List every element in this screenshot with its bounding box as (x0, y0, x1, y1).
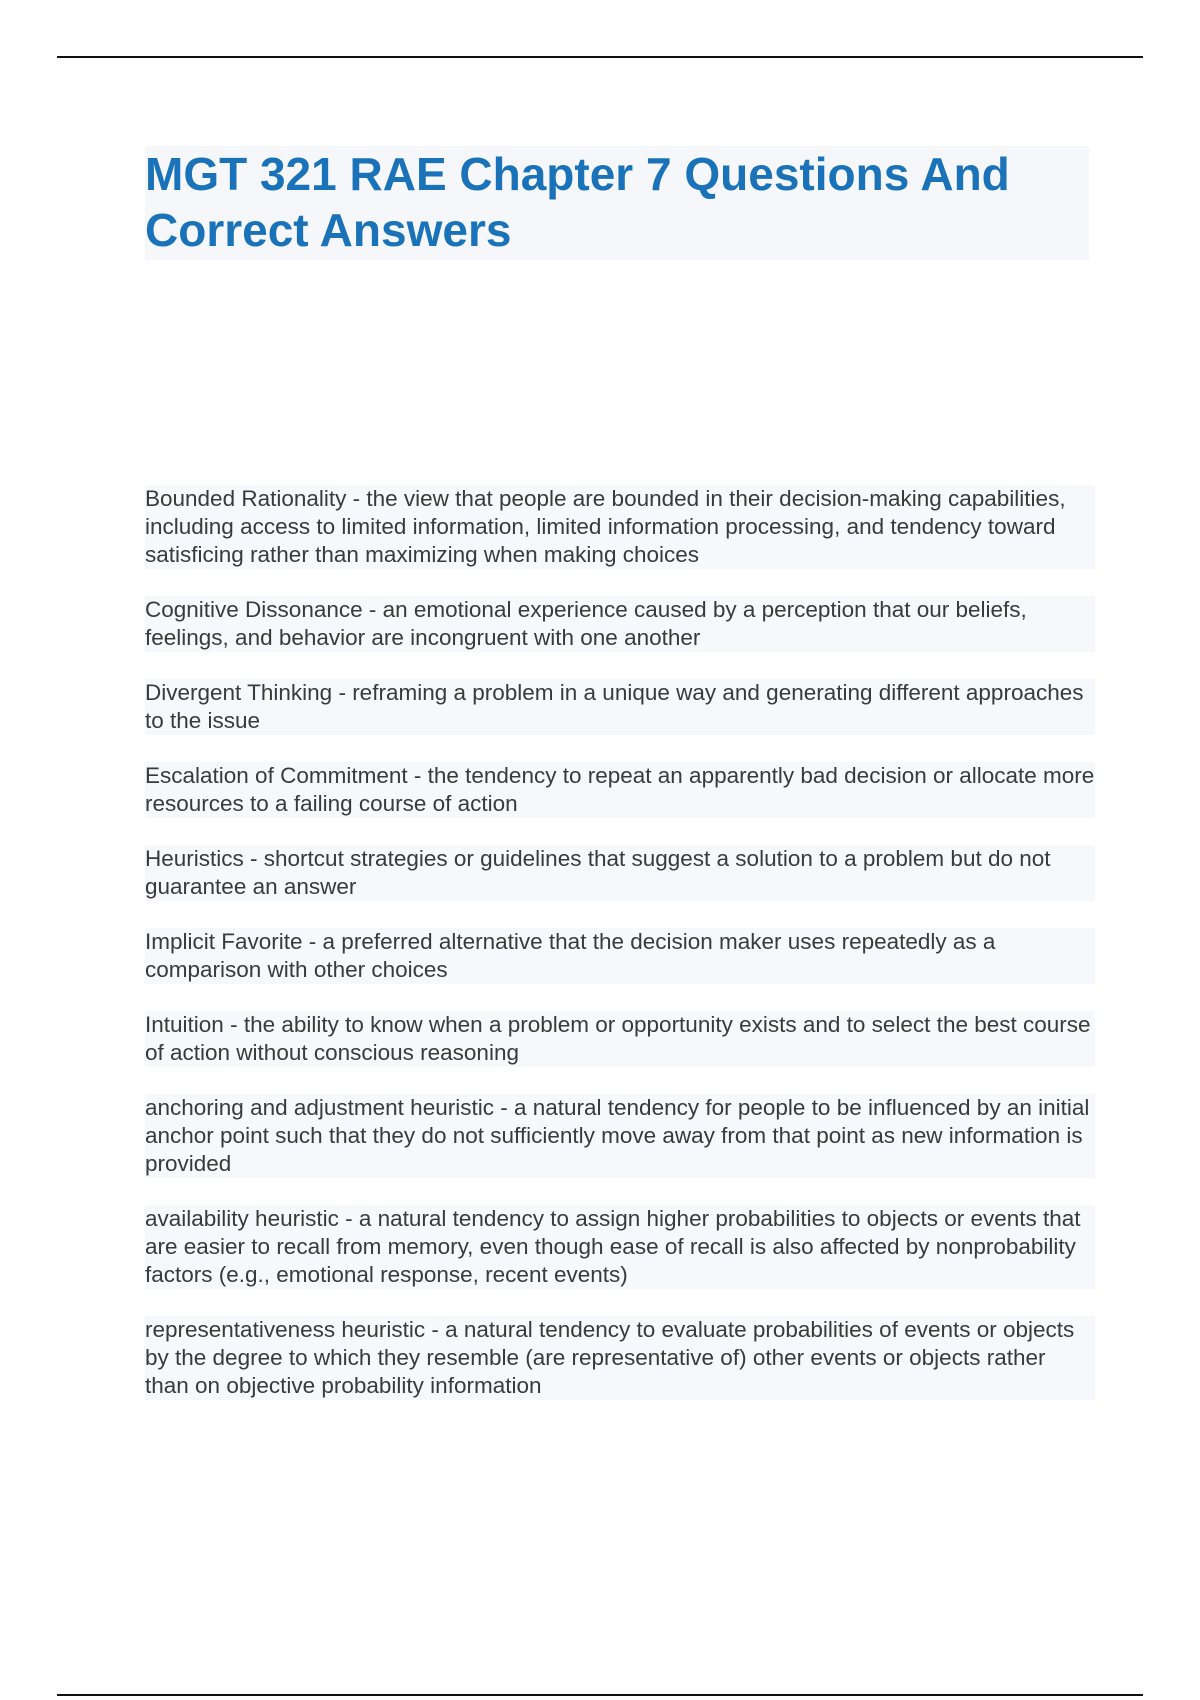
entry-definition: the ability to know when a problem or opportunity exists and to select the best course of action without conscious reasoning (145, 1012, 1091, 1065)
list-item: representativeness heuristic - a natural tendency to evaluate probabilities of events or objects by the degree to which they resemble (are representative of) other events or objects rather than on objective probability information (145, 1316, 1095, 1400)
list-item: Bounded Rationality - the view that people are bounded in their decision-making capabilities, including access to limited information, limited information processing, and tendency toward satisficing rather than maximizing when making choices (145, 485, 1095, 569)
title-block (145, 146, 1089, 260)
entry-definition: a natural tendency to evaluate probabilities of events or objects by the degree to which they resemble (are representative of) other events or objects rather than on objective probability information (145, 1317, 1075, 1398)
list-item: Cognitive Dissonance - an emotional experience caused by a perception that our beliefs, feelings, and behavior are incongruent with one another (145, 596, 1095, 652)
entry-term: Implicit Favorite (145, 929, 303, 954)
entry-definition: a natural tendency to assign higher probabilities to objects or events that are easier to recall from memory, even though ease of recall is also affected by nonprobability factors (e.g., emotional response, recent events) (145, 1206, 1081, 1287)
entry-definition: an emotional experience caused by a perception that our beliefs, feelings, and behavior are incongruent with one another (145, 597, 1027, 650)
entry-term: Cognitive Dissonance (145, 597, 363, 622)
entry-definition: a preferred alternative that the decision maker uses repeatedly as a comparison with other choices (145, 929, 996, 982)
entry-term: anchoring and adjustment heuristic (145, 1095, 494, 1120)
list-item: Heuristics - shortcut strategies or guidelines that suggest a solution to a problem but do not guarantee an answer (145, 845, 1095, 901)
entry-definition: a natural tendency for people to be influenced by an initial anchor point such that they do not sufficiently move away from that point as new information is provided (145, 1095, 1090, 1176)
list-item: Divergent Thinking - reframing a problem in a unique way and generating different approaches to the issue (145, 679, 1095, 735)
entry-definition: the tendency to repeat an apparently bad decision or allocate more resources to a failing course of action (145, 763, 1095, 816)
entry-term: availability heuristic (145, 1206, 339, 1231)
entry-term: representativeness heuristic (145, 1317, 426, 1342)
definition-list (145, 485, 1095, 1427)
entry-term: Bounded Rationality (145, 486, 347, 511)
list-item: Intuition - the ability to know when a problem or opportunity exists and to select the best course of action without conscious reasoning (145, 1011, 1095, 1067)
entry-definition: the view that people are bounded in their decision-making capabilities, including access to limited information, limited information processing, and tendency toward satisficing rather than maximizing when making choices (145, 486, 1066, 567)
entry-definition: reframing a problem in a unique way and generating different approaches to the issue (145, 680, 1084, 733)
page-title: MGT 321 RAE Chapter 7 Questions And Correct Answers (145, 148, 1010, 256)
list-item: anchoring and adjustment heuristic - a natural tendency for people to be influenced by an initial anchor point such that they do not sufficiently move away from that point as new information is provided (145, 1094, 1095, 1178)
entry-term: Heuristics (145, 846, 244, 871)
entry-definition: shortcut strategies or guidelines that suggest a solution to a problem but do not guarantee an answer (145, 846, 1051, 899)
list-item: Implicit Favorite - a preferred alternative that the decision maker uses repeatedly as a comparison with other choices (145, 928, 1095, 984)
entry-term: Escalation of Commitment (145, 763, 408, 788)
entry-term: Intuition (145, 1012, 224, 1037)
top-rule (57, 56, 1143, 58)
entry-term: Divergent Thinking (145, 680, 333, 705)
list-item: Escalation of Commitment - the tendency to repeat an apparently bad decision or allocate more resources to a failing course of action (145, 763, 1095, 816)
bottom-rule (57, 1694, 1143, 1696)
list-item: availability heuristic - a natural tendency to assign higher probabilities to objects or events that are easier to recall from memory, even though ease of recall is also affected by nonprobability factors (e.g., emotional response, recent events) (145, 1205, 1095, 1289)
